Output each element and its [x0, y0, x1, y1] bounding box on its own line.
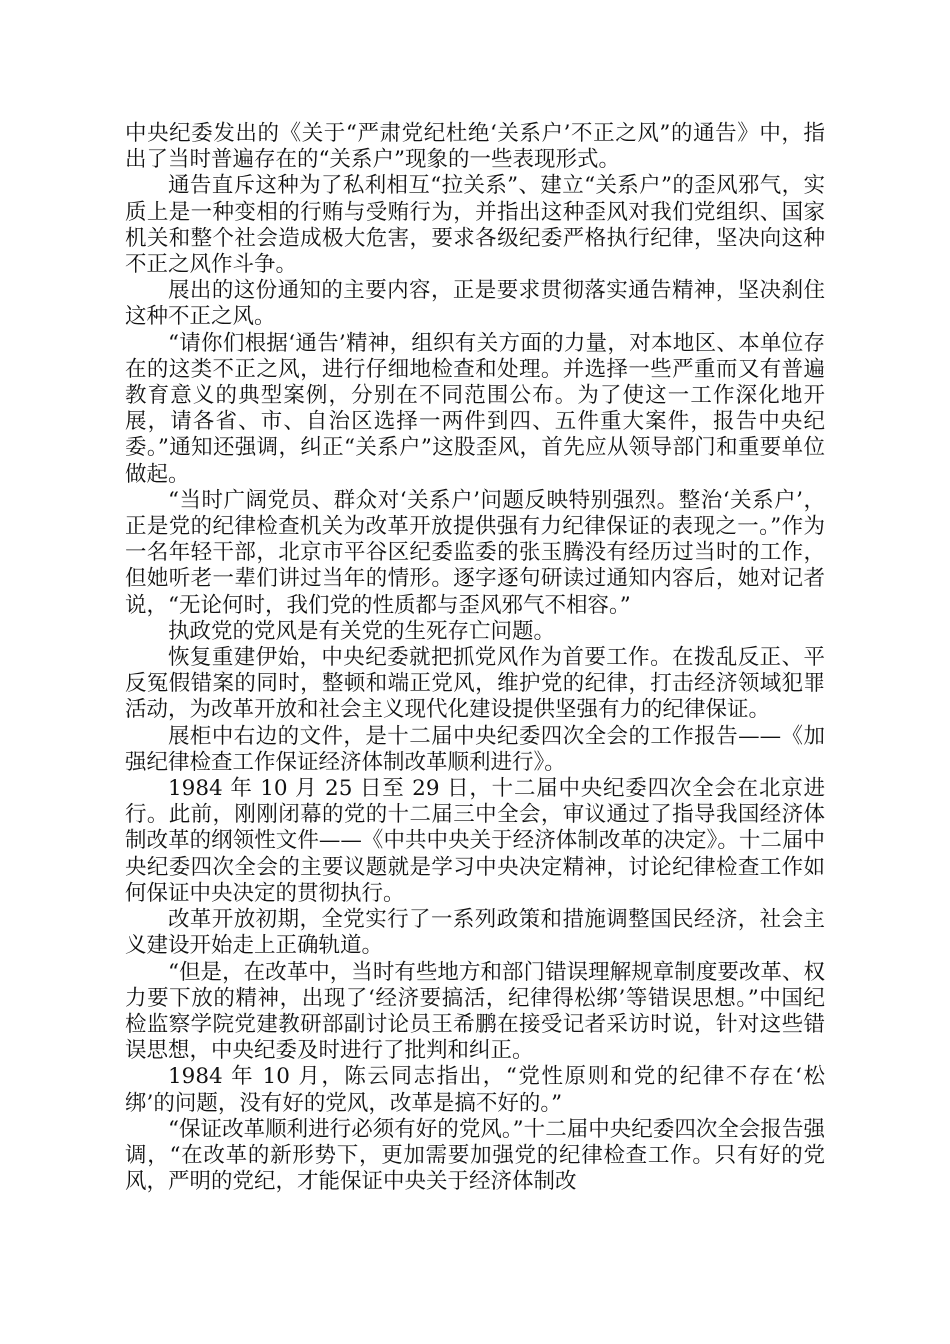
paragraph-12: 1984 年 10 月，陈云同志指出，“党性原则和党的纪律不存在‘松绑’的问题，没有好的党风，改革是搞不好的。”	[125, 1064, 825, 1116]
paragraph-10: 改革开放初期，全党实行了一系列政策和措施调整国民经济，社会主义建设开始走上正确轨道。	[125, 907, 825, 959]
paragraph-1: 中央纪委发出的《关于“严肃党纪杜绝‘关系户’不正之风”的通告》中，指出了当时普遍存在的“关系户”现象的一些表现形式。	[125, 121, 825, 173]
paragraph-6: 执政党的党风是有关党的生死存亡问题。	[168, 618, 556, 644]
paragraph-7: 恢复重建伊始，中央纪委就把抓党风作为首要工作。在拨乱反正、平反冤假错案的同时，整顿和端正党风，维护党的纪律，打击经济领域犯罪活动，为改革开放和社会主义现代化建设提供坚强有力的纪律保证。	[125, 645, 825, 723]
paragraph-13: “保证改革顺利进行必须有好的党风。”十二届中央纪委四次全会报告强调，“在改革的新形势下，更加需要加强党的纪律检查工作。只有好的党风，严明的党纪，才能保证中央关于经济体制改	[125, 1116, 825, 1195]
paragraph-3: 展出的这份通知的主要内容，正是要求贯彻落实通告精神，坚决刹住这种不正之风。	[125, 278, 825, 330]
paragraph-2: 通告直斥这种为了私利相互“拉关系”、建立“关系户”的歪风邪气，实质上是一种变相的行贿与受贿行为，并指出这种歪风对我们党组织、国家机关和整个社会造成极大危害，要求各级纪委严格执行纪律，坚决向这种不正之风作斗争。	[125, 173, 825, 278]
paragraph-11: “但是，在改革中，当时有些地方和部门错误理解规章制度要改革、权力要下放的精神，出现了‘经济要搞活，纪律得松绑’等错误思想。”中国纪检监察学院党建教研部副讨论员王希鹏在接受记者采访时说，针对这些错误思想，中央纪委及时进行了批判和纠正。	[125, 959, 825, 1064]
paragraph-8: 展柜中右边的文件，是十二届中央纪委四次全会的工作报告——《加强纪律检查工作保证经济体制改革顺利进行》。	[125, 723, 825, 775]
paragraph-5: “当时广阔党员、群众对‘关系户’问题反映特别强烈。整治‘关系户’，正是党的纪律检查机关为改革开放提供强有力纪律保证的表现之一。”作为一名年轻干部，北京市平谷区纪委监委的张玉腾没有经历过当时的工作，但她听老一辈们讲过当年的情形。逐字逐句研读过通知内容后，她对记者说，“无论何时，我们党的性质都与歪风邪气不相容。”	[125, 487, 825, 618]
paragraph-9: 1984 年 10 月 25 日至 29 日，十二届中央纪委四次全会在北京进行。此前，刚刚闭幕的党的十二届三中全会，审议通过了指导我国经济体制改革的纲领性文件——《中共中央关于经济体制改革的决定》。十二届中央纪委四次全会的主要议题就是学习中央决定精神，讨论纪律检查工作如何保证中央决定的贯彻执行。	[125, 776, 825, 906]
document-body	[125, 121, 825, 1195]
paragraph-4: “请你们根据‘通告’精神，组织有关方面的力量，对本地区、本单位存在的这类不正之风，进行仔细地检查和处理。并选择一些严重而又有普遍教育意义的典型案例，分别在不同范围公布。为了使这一工作深化地开展，请各省、市、自治区选择一两件到四、五件重大案件，报告中央纪委。”通知还强调，纠正“关系户”这股歪风，首先应从领导部门和重要单位做起。	[125, 330, 825, 487]
